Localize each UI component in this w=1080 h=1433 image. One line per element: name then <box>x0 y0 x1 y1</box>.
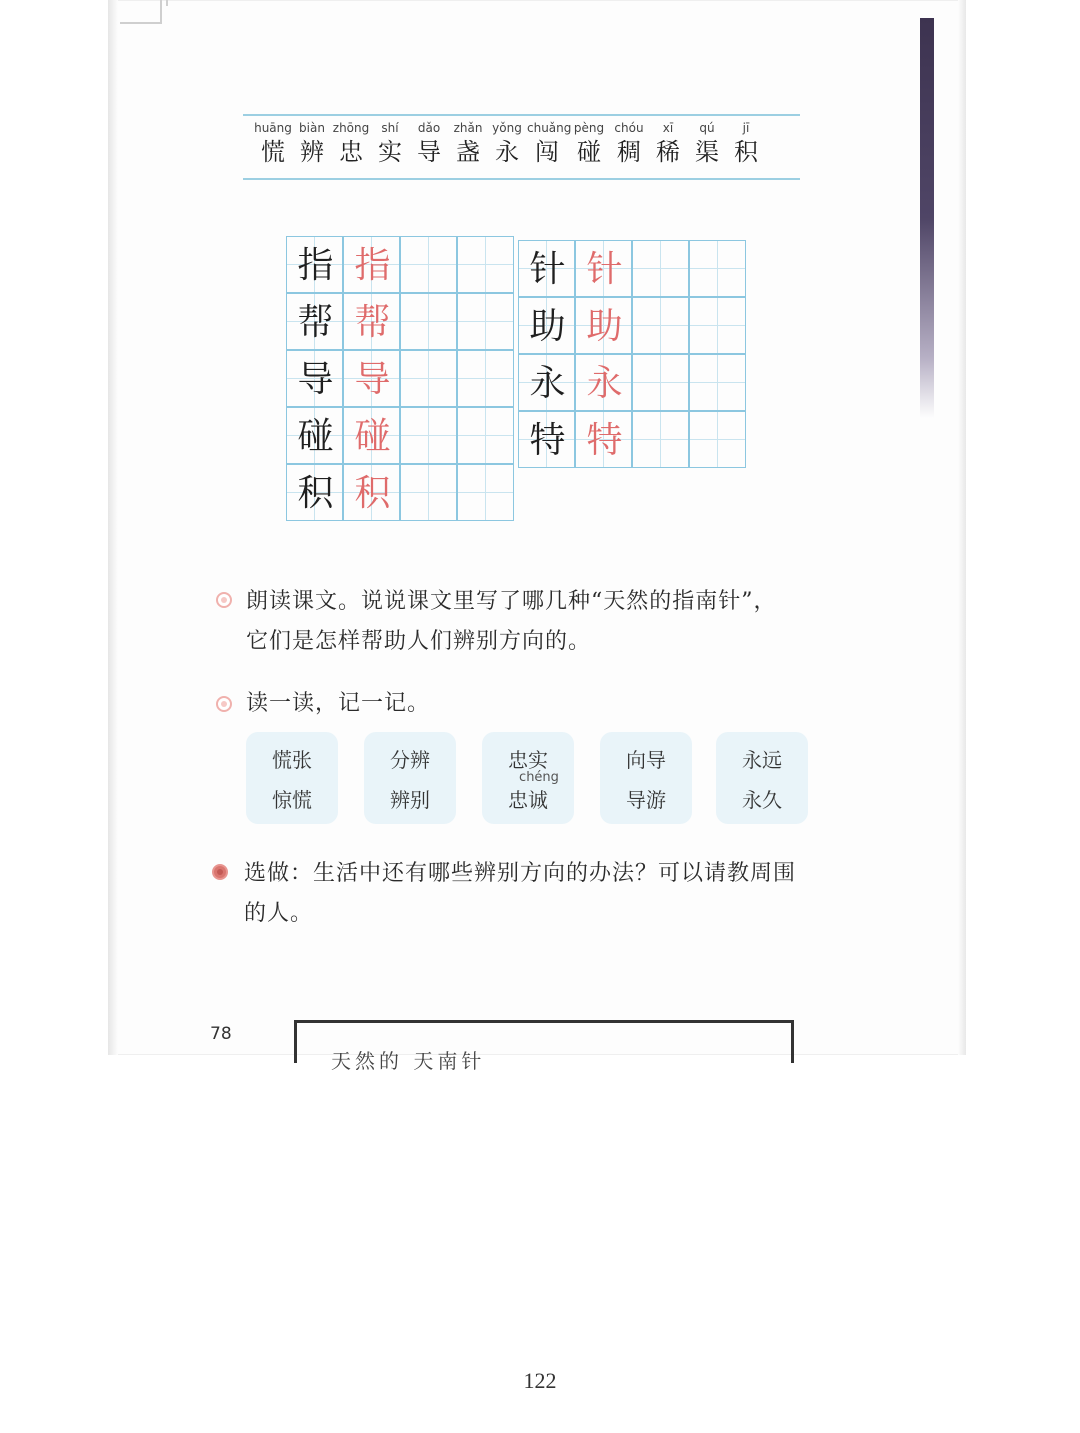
vocab-item: shí 实 <box>378 121 402 166</box>
grid-cell: 针 <box>518 240 575 297</box>
grid-cell: 指 <box>343 236 400 293</box>
word-card: 分辨 辨别 <box>364 732 456 824</box>
grid-cell-empty <box>632 297 689 354</box>
next-section-box <box>294 1020 794 1073</box>
grid-cell-empty <box>689 297 746 354</box>
grid-cell: 针 <box>575 240 632 297</box>
grid-cell-empty <box>457 293 514 350</box>
grid-cell: 碰 <box>286 407 343 464</box>
grid-cell-empty <box>632 354 689 411</box>
document-page-number: 122 <box>523 1368 557 1393</box>
vocab-item: jī 积 <box>734 121 758 166</box>
grid-cell: 特 <box>518 411 575 468</box>
grid-cell: 积 <box>343 464 400 521</box>
crop-mark <box>120 0 162 24</box>
grid-cell: 永 <box>518 354 575 411</box>
vocab-item: dǎo 导 <box>417 121 441 166</box>
word-card: 慌张 惊慌 <box>246 732 338 824</box>
next-section-title-fragment: 天然的 天南针 <box>331 1049 486 1073</box>
grid-cell-empty <box>457 350 514 407</box>
textbook-page-scan <box>108 0 966 1073</box>
grid-cell: 助 <box>575 297 632 354</box>
grid-cell: 指 <box>286 236 343 293</box>
vocab-item: biàn 辨 <box>299 121 325 166</box>
vocabulary-strip <box>243 114 800 180</box>
grid-cell: 特 <box>575 411 632 468</box>
grid-cell: 导 <box>286 350 343 407</box>
grid-cell-empty <box>400 464 457 521</box>
vocab-item: zhōng 忠 <box>332 121 370 166</box>
vocab-item: xī 稀 <box>656 121 680 166</box>
grid-cell-empty <box>400 407 457 464</box>
grid-cell-empty <box>457 464 514 521</box>
vocab-item: pèng 碰 <box>573 121 605 166</box>
grid-cell-empty <box>689 240 746 297</box>
vocab-item: zhǎn 盏 <box>453 121 483 166</box>
word-card: 向导 导游 <box>600 732 692 824</box>
grid-cell-empty <box>400 350 457 407</box>
page-right-shadow <box>958 0 966 1055</box>
instruction-2: 读一读，记一记。 <box>246 691 431 716</box>
book-page-number: 78 <box>210 1024 232 1044</box>
vocab-item: qú 渠 <box>695 121 719 166</box>
grid-cell: 助 <box>518 297 575 354</box>
word-card: 忠实 chéng 忠诚 <box>482 732 574 824</box>
vocab-item: huāng 慌 <box>254 121 292 166</box>
grid-cell: 帮 <box>286 293 343 350</box>
grid-cell-empty <box>457 407 514 464</box>
vocab-item: chóu 稠 <box>614 121 644 166</box>
grid-cell-empty <box>689 354 746 411</box>
circle-bullet-icon <box>216 696 232 712</box>
word-card: 永远 永久 <box>716 732 808 824</box>
vocab-item: yǒng 永 <box>492 121 522 166</box>
grid-cell-empty <box>632 411 689 468</box>
page-edge-color-bar <box>920 18 934 418</box>
grid-cell: 碰 <box>343 407 400 464</box>
grid-cell: 永 <box>575 354 632 411</box>
page-left-shadow <box>108 0 118 1055</box>
filled-bullet-icon <box>212 864 228 880</box>
grid-cell: 帮 <box>343 293 400 350</box>
instruction-1: 朗读课文。说说课文里写了哪几种“天然的指南针”， 它们是怎样帮助人们辨别方向的。 <box>246 589 777 654</box>
grid-cell-empty <box>689 411 746 468</box>
circle-bullet-icon <box>216 592 232 608</box>
grid-cell-empty <box>632 240 689 297</box>
crop-mark <box>166 0 208 6</box>
grid-cell-empty <box>400 236 457 293</box>
instruction-3-optional: 选做：生活中还有哪些辨别方向的办法？可以请教周围 的人。 <box>244 861 797 926</box>
grid-cell-empty <box>457 236 514 293</box>
grid-cell: 导 <box>343 350 400 407</box>
vocab-item: chuǎng 闯 <box>527 121 572 166</box>
grid-cell-empty <box>400 293 457 350</box>
grid-cell: 积 <box>286 464 343 521</box>
